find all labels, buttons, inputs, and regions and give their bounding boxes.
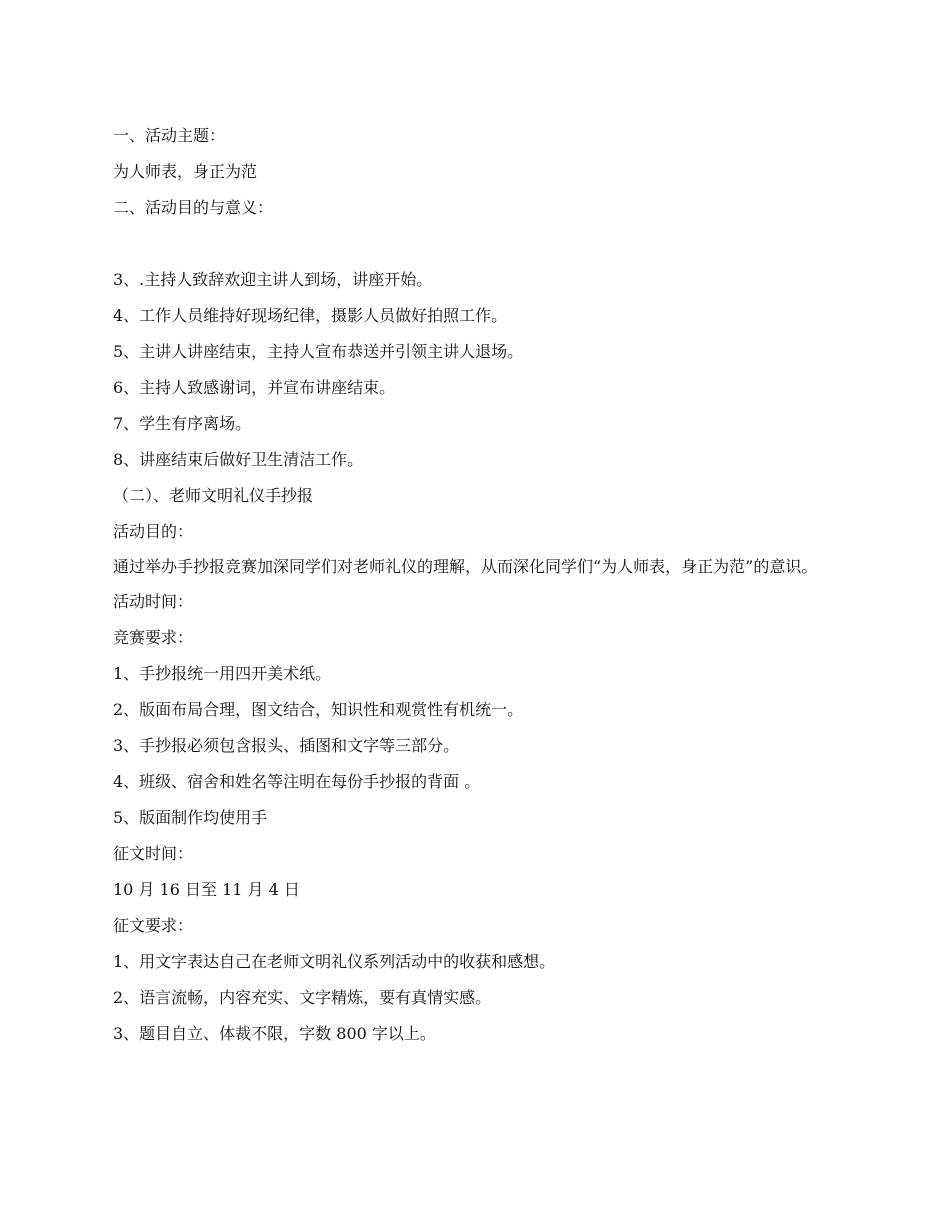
- procedure-step-3: 3、.主持人致辞欢迎主讲人到场，讲座开始。: [113, 270, 433, 289]
- section-2-heading: （二）、老师文明礼仪手抄报: [113, 486, 314, 505]
- theme-heading: 一、活动主题：: [113, 126, 226, 145]
- essay-requirement-3: 3、题目自立、体裁不限，字数 800 字以上。: [113, 1024, 436, 1043]
- requirement-1: 1、手抄报统一用四开美术纸。: [113, 664, 332, 683]
- requirement-4: 4、班级、宿舍和姓名等注明在每份手抄报的背面 。: [113, 772, 481, 791]
- essay-time-value: 10 月 16 日至 11 月 4 日: [113, 880, 300, 899]
- procedure-step-4: 4、工作人员维持好现场纪律，摄影人员做好拍照工作。: [113, 306, 508, 325]
- requirement-2: 2、版面布局合理，图文结合，知识性和观赏性有机统一。: [113, 700, 524, 719]
- requirements-label: 竞赛要求：: [113, 628, 194, 647]
- procedure-step-7: 7、学生有序离场。: [113, 414, 252, 433]
- blank-gap: [113, 232, 838, 268]
- essay-requirement-1: 1、用文字表达自己在老师文明礼仪系列活动中的收获和感想。: [113, 952, 556, 971]
- requirement-3: 3、手抄报必须包含报头、插图和文字等三部分。: [113, 736, 460, 755]
- essay-requirements-label: 征文要求：: [113, 916, 194, 935]
- essay-time-label: 征文时间：: [113, 844, 194, 863]
- time-label: 活动时间：: [113, 592, 194, 611]
- requirement-5: 5、版面制作均使用手: [113, 808, 268, 827]
- purpose-heading: 二、活动目的与意义：: [113, 198, 274, 217]
- document-body: [113, 124, 838, 1058]
- procedure-step-5: 5、主讲人讲座结束，主持人宣布恭送并引领主讲人退场。: [113, 342, 524, 361]
- procedure-step-6: 6、主持人致感谢词，并宣布讲座结束。: [113, 378, 396, 397]
- theme-text: 为人师表，身正为范: [113, 162, 258, 181]
- essay-requirement-2: 2、语言流畅，内容充实、文字精炼，要有真情实感。: [113, 988, 492, 1007]
- procedure-step-8: 8、讲座结束后做好卫生清洁工作。: [113, 450, 364, 469]
- goal-label: 活动目的：: [113, 522, 194, 541]
- goal-text: 通过举办手抄报竞赛加深同学们对老师礼仪的理解，从而深化同学们“为人师表，身正为范”的意识。: [113, 557, 818, 576]
